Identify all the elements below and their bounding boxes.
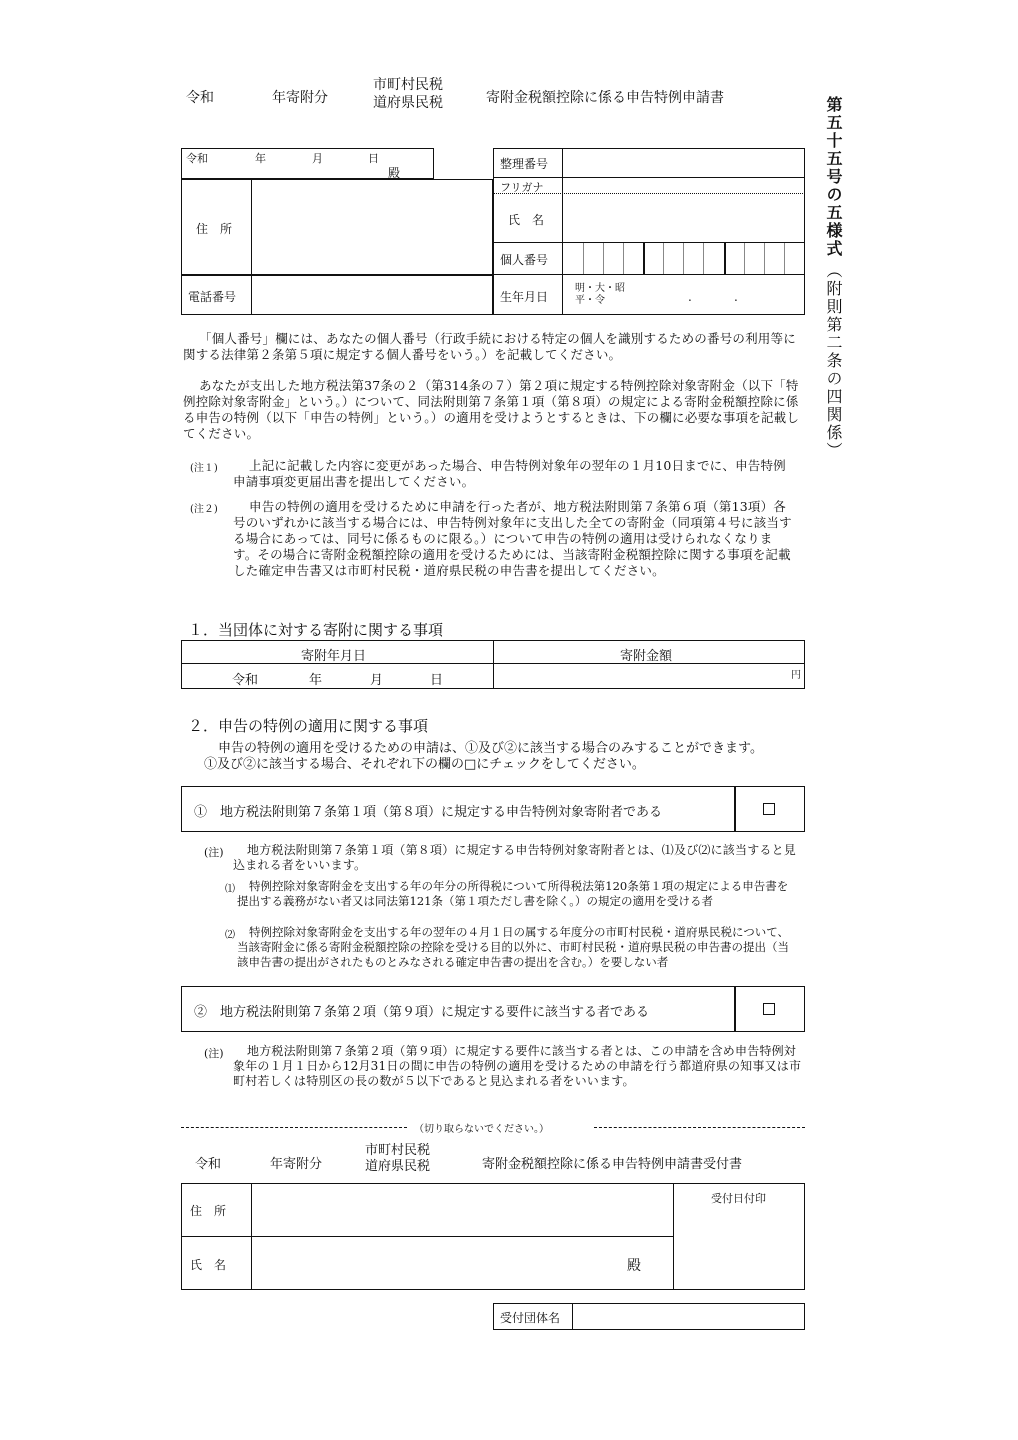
- receipt-stamp-label: 受付日付印: [711, 1192, 766, 1205]
- receipt-address-field[interactable]: [254, 1186, 670, 1234]
- col-donation-date: 寄附年月日: [301, 649, 367, 664]
- receipt-title: 寄附金税額控除に係る申告特例申請書受付書: [482, 1157, 743, 1172]
- date-day: 日: [368, 152, 379, 165]
- donation-day: 日: [430, 673, 444, 688]
- address-label: 住 所: [196, 222, 233, 236]
- section2-intro-2: ①及び②に該当する場合、それぞれ下の欄の□にチェックをしてください。: [204, 757, 645, 772]
- ref-no-label: 整理番号: [500, 157, 549, 171]
- receipt-year-donation: 年寄附分: [270, 1157, 323, 1172]
- header-tax-types: [373, 76, 443, 112]
- address-divider: [251, 179, 252, 315]
- birth-era-line1: 明・大・昭: [575, 283, 625, 294]
- furigana-field[interactable]: [565, 179, 802, 192]
- note2-label: (注２): [190, 504, 218, 515]
- date-year: 年: [255, 152, 266, 165]
- header-reiwa: 令和: [186, 90, 214, 106]
- donation-month: 月: [370, 673, 384, 688]
- note-text-2: 地方税法附則第７条第２項（第９項）に規定する要件に該当する者とは、この申請を含め申告特例対象年の１月１日から12月31日の間に申告の特例の適用を受けるための申請を行う都道府県の知事又は市町村若しくは特別区の長の数が５以下であると見込まれる者をいいます。: [233, 1044, 802, 1088]
- birth-dot2: .: [734, 290, 738, 304]
- phone-field[interactable]: [254, 277, 490, 313]
- birth-label: 生年月日: [500, 290, 549, 304]
- cut-line-left: [181, 1127, 407, 1128]
- date-reiwa: 令和: [186, 152, 208, 165]
- my-number-cells[interactable]: [563, 243, 805, 274]
- item2-text: ② 地方税法附則第７条第２項（第９項）に規定する要件に該当する者である: [194, 1005, 650, 1020]
- header-tax1: 市町村民税: [373, 77, 443, 93]
- receipt-address-label: 住 所: [190, 1204, 227, 1218]
- furigana-label: フリガナ: [500, 181, 544, 194]
- note2-text: 申告の特例の適用を受けるために申請を行った者が、地方税法附則第７条第６項（第13項）各号のいずれかに該当する場合には、申告特例対象年に支出した全ての寄附金（同項第４号に該当する場合にあっては、同号に係るものに限る。）について申告の特例の適用は受けられなくなります。その場合に寄附金税額控除の適用を受けるためには、当該寄附金税額控除に関する事項を記載した確定申告書又は市町村民税・道府県民税の申告書を提出してください。: [233, 499, 792, 578]
- ref-no-field[interactable]: [565, 150, 802, 175]
- side-title-main: 第五十五号の五様式: [824, 96, 843, 258]
- sub2-text: 特例控除対象寄附金を支出する年の翌年の４月１日の属する年度分の市町村民税・道府県民税について、当該寄附金に係る寄附金税額控除の控除を受ける目的以外に、市町村民税・道府県民税の申告書の提出（当該申告書の提出がされたものとみなされる確定申告書の提出を含む。）を要しない者: [237, 925, 790, 969]
- cut-notice: （切り取らないでください。）: [414, 1124, 549, 1135]
- donation-year: 年: [309, 673, 323, 688]
- receipt-reiwa: 令和: [195, 1157, 222, 1172]
- receipt-stamp-divider: [673, 1183, 674, 1290]
- col-donation-amount: 寄附金額: [620, 649, 673, 664]
- identity-divider: [562, 148, 563, 315]
- receipt-name-label: 氏 名: [190, 1258, 227, 1272]
- receipt-name-field[interactable]: [254, 1239, 614, 1287]
- item1-checkbox[interactable]: [763, 803, 775, 815]
- address-field[interactable]: [254, 182, 490, 272]
- name-field[interactable]: [565, 196, 802, 240]
- item1-divider: [734, 786, 736, 832]
- my-number-label: 個人番号: [500, 253, 549, 267]
- sub2-label: ⑵: [225, 930, 235, 941]
- item1-text: ① 地方税法附則第７条第１項（第８項）に規定する申告特例対象寄附者である: [194, 805, 663, 820]
- yen-unit: 円: [791, 670, 801, 681]
- ref-divider: [493, 177, 805, 178]
- date-month: 月: [312, 152, 323, 165]
- receipt-tax-types: [365, 1143, 430, 1175]
- name-label: 氏 名: [508, 213, 545, 227]
- note2-label-sec2: (注): [204, 1047, 224, 1060]
- donation-table-hdivider: [181, 663, 805, 664]
- birth-dot1: .: [688, 290, 692, 304]
- donation-amount-field[interactable]: [496, 665, 796, 687]
- cut-line-right: [594, 1127, 805, 1128]
- note-label: (注): [204, 846, 224, 859]
- donation-reiwa: 令和: [232, 673, 259, 688]
- receipt-org-field[interactable]: [575, 1306, 802, 1328]
- phone-divider: [181, 274, 493, 276]
- birth-era-line2: 平・令: [575, 295, 605, 306]
- section2-heading: ２．申告の特例の適用に関する事項: [188, 717, 429, 735]
- receipt-dono: 殿: [627, 1258, 641, 1274]
- receipt-tax2: 道府県民税: [365, 1159, 431, 1174]
- header-title: 寄附金税額控除に係る申告特例申請書: [486, 90, 724, 106]
- receipt-org-divider: [572, 1303, 573, 1330]
- mynumber-divider: [493, 274, 805, 275]
- section1-heading: １．当団体に対する寄附に関する事項: [188, 621, 444, 639]
- receipt-row-divider: [181, 1236, 673, 1237]
- note1-text: 上記に記載した内容に変更があった場合、申告特例対象年の翌年の１月10日までに、申告特例申請事項変更届出書を提出してください。: [233, 458, 786, 489]
- receipt-org-label: 受付団体名: [500, 1311, 561, 1325]
- phone-label: 電話番号: [188, 290, 237, 304]
- sub1-text: 特例控除対象寄附金を支出する年の年分の所得税について所得税法第120条第１項の規定による申告書を提出する義務がない者又は同法第121条（第１項ただし書を除く。）の規定の適用を受ける者: [237, 879, 789, 908]
- birth-era-options[interactable]: [575, 283, 625, 307]
- header-year-donation: 年寄附分: [272, 90, 328, 106]
- receipt-tax1: 市町村民税: [365, 1143, 431, 1158]
- note1-label: (注１): [190, 463, 218, 474]
- sub1-label: ⑴: [225, 884, 235, 895]
- intro-paragraph-2: あなたが支出した地方税法第37条の２（第314条の７）第２項に規定する特例控除対象寄附金（以下「特例控除対象寄附金」という。）について、同法附則第７条第１項（第８項）の規定による寄附金税額控除に係る申告の特例（以下「申告の特例」という。）の適用を受けようとするときは、下の欄に必要な事項を記載してください。: [183, 378, 800, 441]
- item2-divider: [734, 986, 736, 1032]
- item2-checkbox[interactable]: [763, 1003, 775, 1015]
- note-text-1: 地方税法附則第７条第１項（第８項）に規定する申告特例対象寄附者とは、⑴及び⑵に該当すると見込まれる者をいいます。: [233, 843, 797, 872]
- section2-intro-1: 申告の特例の適用を受けるための申請は、①及び②に該当する場合のみすることができます。: [218, 741, 763, 756]
- donation-table-vdivider: [493, 640, 494, 689]
- side-title-paren: （附則第二条の四関係）: [824, 262, 843, 460]
- intro-paragraph-1: 「個人番号」欄には、あなたの個人番号（行政手続における特定の個人を識別するための番号の利用等に関する法律第２条第５項に規定する個人番号をいう。）を記載してください。: [183, 331, 796, 362]
- header-tax2: 道府県民税: [373, 95, 443, 111]
- date-dono: 殿: [388, 166, 401, 180]
